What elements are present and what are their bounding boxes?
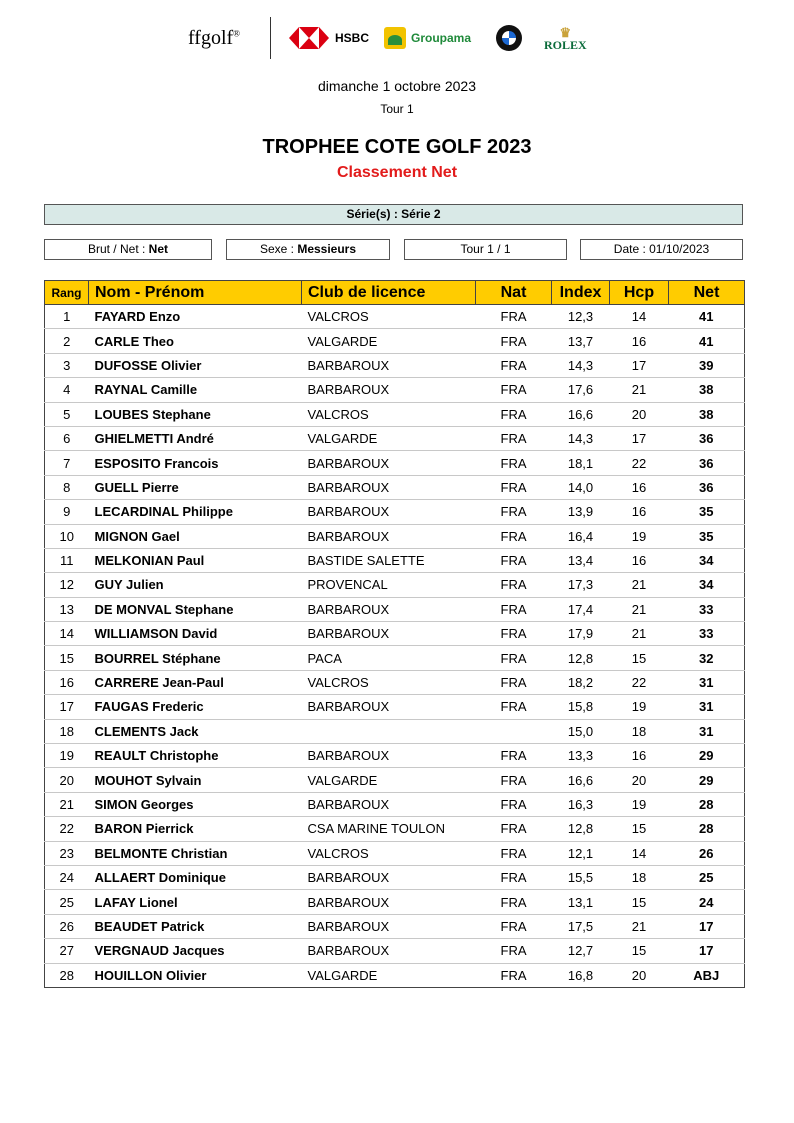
- cell-net: 34: [669, 548, 745, 572]
- cell-index: 12,7: [552, 939, 610, 963]
- cell-club: [302, 719, 476, 743]
- cell-rang: 7: [45, 451, 89, 475]
- cell-rang: 5: [45, 402, 89, 426]
- table-row: [45, 524, 745, 548]
- table-row: [45, 792, 745, 816]
- cell-nom: LAFAY Lionel: [89, 890, 302, 914]
- cell-index: 12,1: [552, 841, 610, 865]
- cell-nat: FRA: [476, 573, 552, 597]
- table-row: [45, 914, 745, 938]
- cell-index: 12,8: [552, 817, 610, 841]
- cell-net: 39: [669, 353, 745, 377]
- cell-net: 41: [669, 305, 745, 329]
- table-row: [45, 817, 745, 841]
- cell-nom: HOUILLON Olivier: [89, 963, 302, 987]
- cell-nom: MOUHOT Sylvain: [89, 768, 302, 792]
- table-row: [45, 305, 745, 329]
- cell-net: 31: [669, 670, 745, 694]
- cell-club: BARBAROUX: [302, 475, 476, 499]
- cell-nom: ESPOSITO Francois: [89, 451, 302, 475]
- cell-rang: 4: [45, 378, 89, 402]
- cell-hcp: 20: [610, 963, 669, 987]
- cell-nat: FRA: [476, 524, 552, 548]
- col-header-nom: Nom - Prénom: [89, 281, 302, 305]
- col-header-index: Index: [552, 281, 610, 305]
- cell-net: ABJ: [669, 963, 745, 987]
- cell-rang: 16: [45, 670, 89, 694]
- cell-rang: 9: [45, 500, 89, 524]
- cell-rang: 27: [45, 939, 89, 963]
- table-row: [45, 500, 745, 524]
- cell-nom: GHIELMETTI André: [89, 426, 302, 450]
- cell-net: 36: [669, 451, 745, 475]
- cell-index: 16,8: [552, 963, 610, 987]
- cell-net: 34: [669, 573, 745, 597]
- table-row: [45, 597, 745, 621]
- cell-nom: BARON Pierrick: [89, 817, 302, 841]
- cell-hcp: 20: [610, 402, 669, 426]
- cell-rang: 21: [45, 792, 89, 816]
- table-row: [45, 378, 745, 402]
- cell-index: 18,2: [552, 670, 610, 694]
- cell-index: 13,7: [552, 329, 610, 353]
- cell-nat: FRA: [476, 426, 552, 450]
- cell-rang: 18: [45, 719, 89, 743]
- table-row: [45, 426, 745, 450]
- cell-index: 14,3: [552, 353, 610, 377]
- cell-nom: MELKONIAN Paul: [89, 548, 302, 572]
- cell-nom: CARLE Theo: [89, 329, 302, 353]
- cell-club: VALGARDE: [302, 329, 476, 353]
- cell-net: 35: [669, 500, 745, 524]
- cell-net: 25: [669, 865, 745, 889]
- cell-club: BARBAROUX: [302, 890, 476, 914]
- cell-hcp: 15: [610, 817, 669, 841]
- hsbc-logo: HSBC: [289, 27, 384, 49]
- cell-hcp: 14: [610, 841, 669, 865]
- cell-club: BARBAROUX: [302, 792, 476, 816]
- cell-nat: FRA: [476, 305, 552, 329]
- cell-nat: FRA: [476, 329, 552, 353]
- tour-box: Tour 1 / 1: [404, 239, 567, 260]
- cell-nat: FRA: [476, 695, 552, 719]
- tour-label: Tour 1: [380, 102, 414, 116]
- cell-hcp: 21: [610, 573, 669, 597]
- cell-net: 31: [669, 719, 745, 743]
- cell-net: 36: [669, 426, 745, 450]
- cell-net: 26: [669, 841, 745, 865]
- table-row: [45, 548, 745, 572]
- cell-hcp: 21: [610, 622, 669, 646]
- cell-nom: REAULT Christophe: [89, 744, 302, 768]
- cell-hcp: 15: [610, 890, 669, 914]
- table-header-row: [45, 281, 745, 305]
- table-row: [45, 646, 745, 670]
- cell-hcp: 17: [610, 426, 669, 450]
- cell-net: 32: [669, 646, 745, 670]
- cell-index: 12,8: [552, 646, 610, 670]
- cell-index: 13,9: [552, 500, 610, 524]
- cell-nat: FRA: [476, 353, 552, 377]
- table-row: [45, 939, 745, 963]
- cell-club: BARBAROUX: [302, 914, 476, 938]
- cell-rang: 25: [45, 890, 89, 914]
- cell-net: 17: [669, 939, 745, 963]
- cell-rang: 6: [45, 426, 89, 450]
- col-header-hcp: Hcp: [610, 281, 669, 305]
- cell-hcp: 20: [610, 768, 669, 792]
- cell-index: 15,8: [552, 695, 610, 719]
- cell-index: 17,3: [552, 573, 610, 597]
- cell-hcp: 18: [610, 719, 669, 743]
- cell-nat: FRA: [476, 865, 552, 889]
- table-row: [45, 719, 745, 743]
- cell-club: BARBAROUX: [302, 500, 476, 524]
- results-table: [44, 280, 745, 988]
- cell-net: 31: [669, 695, 745, 719]
- cell-nat: FRA: [476, 475, 552, 499]
- cell-nat: FRA: [476, 622, 552, 646]
- cell-club: CSA MARINE TOULON: [302, 817, 476, 841]
- table-row: [45, 670, 745, 694]
- cell-nom: BELMONTE Christian: [89, 841, 302, 865]
- cell-nat: FRA: [476, 646, 552, 670]
- cell-nom: GUELL Pierre: [89, 475, 302, 499]
- table-row: [45, 402, 745, 426]
- cell-net: 38: [669, 378, 745, 402]
- hsbc-hexagon-icon: [289, 27, 329, 49]
- cell-net: 17: [669, 914, 745, 938]
- col-header-nat: Nat: [476, 281, 552, 305]
- bmw-roundel-icon: [496, 25, 522, 51]
- cell-nat: FRA: [476, 744, 552, 768]
- cell-club: BARBAROUX: [302, 744, 476, 768]
- table-row: [45, 695, 745, 719]
- cell-hcp: 16: [610, 744, 669, 768]
- cell-nom: BEAUDET Patrick: [89, 914, 302, 938]
- cell-nat: FRA: [476, 963, 552, 987]
- cell-rang: 23: [45, 841, 89, 865]
- col-header-rang: Rang: [45, 281, 89, 305]
- logo-divider: [270, 17, 271, 59]
- cell-index: 17,5: [552, 914, 610, 938]
- cell-index: 14,3: [552, 426, 610, 450]
- cell-rang: 12: [45, 573, 89, 597]
- cell-nat: FRA: [476, 500, 552, 524]
- cell-nat: [476, 719, 552, 743]
- cell-nom: MIGNON Gael: [89, 524, 302, 548]
- groupama-icon: [384, 27, 406, 49]
- cell-hcp: 21: [610, 914, 669, 938]
- cell-index: 12,3: [552, 305, 610, 329]
- table-row: [45, 329, 745, 353]
- cell-index: 13,1: [552, 890, 610, 914]
- cell-nom: LECARDINAL Philippe: [89, 500, 302, 524]
- cell-index: 18,1: [552, 451, 610, 475]
- cell-nom: CARRERE Jean-Paul: [89, 670, 302, 694]
- table-row: [45, 890, 745, 914]
- rolex-logo: ♛ ROLEX: [544, 24, 587, 52]
- cell-nat: FRA: [476, 841, 552, 865]
- cell-hcp: 15: [610, 939, 669, 963]
- cell-rang: 26: [45, 914, 89, 938]
- cell-index: 17,6: [552, 378, 610, 402]
- cell-rang: 24: [45, 865, 89, 889]
- cell-club: PACA: [302, 646, 476, 670]
- cell-rang: 15: [45, 646, 89, 670]
- table-row: [45, 353, 745, 377]
- groupama-logo: Groupama: [384, 27, 496, 49]
- cell-club: BARBAROUX: [302, 378, 476, 402]
- cell-hcp: 19: [610, 792, 669, 816]
- cell-nom: GUY Julien: [89, 573, 302, 597]
- cell-net: 28: [669, 792, 745, 816]
- cell-club: BARBAROUX: [302, 622, 476, 646]
- cell-club: VALGARDE: [302, 768, 476, 792]
- table-row: [45, 451, 745, 475]
- cell-hcp: 16: [610, 475, 669, 499]
- col-header-club: Club de licence: [302, 281, 476, 305]
- cell-index: 16,6: [552, 402, 610, 426]
- ffgolf-logo: ffgolf®: [187, 26, 241, 49]
- cell-net: 33: [669, 597, 745, 621]
- table-row: [45, 963, 745, 987]
- cell-rang: 19: [45, 744, 89, 768]
- cell-nom: FAUGAS Frederic: [89, 695, 302, 719]
- sexe-box: Sexe : Messieurs: [226, 239, 390, 260]
- cell-nat: FRA: [476, 914, 552, 938]
- serie-filter: Série(s) : Série 2: [44, 204, 743, 225]
- cell-club: VALGARDE: [302, 426, 476, 450]
- cell-nat: FRA: [476, 768, 552, 792]
- cell-club: VALCROS: [302, 402, 476, 426]
- cell-nom: LOUBES Stephane: [89, 402, 302, 426]
- cell-club: BARBAROUX: [302, 597, 476, 621]
- cell-hcp: 14: [610, 305, 669, 329]
- cell-hcp: 16: [610, 329, 669, 353]
- table-row: [45, 573, 745, 597]
- cell-net: 38: [669, 402, 745, 426]
- cell-net: 41: [669, 329, 745, 353]
- cell-rang: 22: [45, 817, 89, 841]
- cell-index: 17,4: [552, 597, 610, 621]
- cell-rang: 17: [45, 695, 89, 719]
- cell-nom: RAYNAL Camille: [89, 378, 302, 402]
- cell-net: 28: [669, 817, 745, 841]
- cell-nat: FRA: [476, 792, 552, 816]
- cell-rang: 11: [45, 548, 89, 572]
- page-subtitle: Classement Net: [336, 164, 458, 181]
- cell-index: 14,0: [552, 475, 610, 499]
- cell-index: 13,3: [552, 744, 610, 768]
- cell-hcp: 21: [610, 378, 669, 402]
- cell-hcp: 17: [610, 353, 669, 377]
- cell-index: 17,9: [552, 622, 610, 646]
- cell-hcp: 15: [610, 646, 669, 670]
- cell-rang: 13: [45, 597, 89, 621]
- brut-net-box: Brut / Net : Net: [44, 239, 212, 260]
- cell-club: BARBAROUX: [302, 451, 476, 475]
- event-date: dimanche 1 octobre 2023: [318, 78, 476, 94]
- table-row: [45, 865, 745, 889]
- cell-nom: BOURREL Stéphane: [89, 646, 302, 670]
- cell-rang: 1: [45, 305, 89, 329]
- cell-nom: DE MONVAL Stephane: [89, 597, 302, 621]
- cell-club: BARBAROUX: [302, 939, 476, 963]
- cell-net: 29: [669, 744, 745, 768]
- cell-nom: SIMON Georges: [89, 792, 302, 816]
- cell-club: VALCROS: [302, 305, 476, 329]
- cell-hcp: 22: [610, 670, 669, 694]
- cell-nat: FRA: [476, 890, 552, 914]
- cell-nat: FRA: [476, 548, 552, 572]
- cell-nat: FRA: [476, 378, 552, 402]
- page-title: TROPHEE COTE GOLF 2023: [262, 136, 532, 158]
- cell-hcp: 19: [610, 524, 669, 548]
- cell-rang: 3: [45, 353, 89, 377]
- cell-club: BARBAROUX: [302, 695, 476, 719]
- cell-rang: 2: [45, 329, 89, 353]
- cell-club: BASTIDE SALETTE: [302, 548, 476, 572]
- cell-nom: WILLIAMSON David: [89, 622, 302, 646]
- cell-club: BARBAROUX: [302, 524, 476, 548]
- cell-net: 35: [669, 524, 745, 548]
- date-box: Date : 01/10/2023: [580, 239, 743, 260]
- cell-nat: FRA: [476, 597, 552, 621]
- cell-net: 29: [669, 768, 745, 792]
- crown-icon: ♛: [559, 24, 572, 40]
- col-header-net: Net: [669, 281, 745, 305]
- cell-club: PROVENCAL: [302, 573, 476, 597]
- cell-nom: DUFOSSE Olivier: [89, 353, 302, 377]
- cell-club: VALCROS: [302, 841, 476, 865]
- cell-hcp: 19: [610, 695, 669, 719]
- cell-index: 13,4: [552, 548, 610, 572]
- cell-nom: FAYARD Enzo: [89, 305, 302, 329]
- cell-club: VALGARDE: [302, 963, 476, 987]
- cell-rang: 8: [45, 475, 89, 499]
- table-row: [45, 475, 745, 499]
- cell-rang: 10: [45, 524, 89, 548]
- cell-index: 15,0: [552, 719, 610, 743]
- cell-net: 33: [669, 622, 745, 646]
- cell-hcp: 21: [610, 597, 669, 621]
- cell-nom: CLEMENTS Jack: [89, 719, 302, 743]
- cell-hcp: 18: [610, 865, 669, 889]
- table-row: [45, 622, 745, 646]
- cell-nat: FRA: [476, 670, 552, 694]
- cell-index: 16,3: [552, 792, 610, 816]
- cell-index: 16,4: [552, 524, 610, 548]
- cell-club: BARBAROUX: [302, 865, 476, 889]
- cell-net: 36: [669, 475, 745, 499]
- cell-nat: FRA: [476, 817, 552, 841]
- table-row: [45, 768, 745, 792]
- cell-nat: FRA: [476, 402, 552, 426]
- cell-nom: VERGNAUD Jacques: [89, 939, 302, 963]
- cell-club: VALCROS: [302, 670, 476, 694]
- cell-nat: FRA: [476, 451, 552, 475]
- sponsor-logos: [170, 12, 636, 64]
- cell-hcp: 16: [610, 548, 669, 572]
- table-row: [45, 841, 745, 865]
- cell-index: 15,5: [552, 865, 610, 889]
- cell-club: BARBAROUX: [302, 353, 476, 377]
- cell-hcp: 22: [610, 451, 669, 475]
- cell-hcp: 16: [610, 500, 669, 524]
- table-row: [45, 744, 745, 768]
- cell-rang: 20: [45, 768, 89, 792]
- cell-net: 24: [669, 890, 745, 914]
- cell-nom: ALLAERT Dominique: [89, 865, 302, 889]
- cell-rang: 14: [45, 622, 89, 646]
- cell-index: 16,6: [552, 768, 610, 792]
- cell-rang: 28: [45, 963, 89, 987]
- cell-nat: FRA: [476, 939, 552, 963]
